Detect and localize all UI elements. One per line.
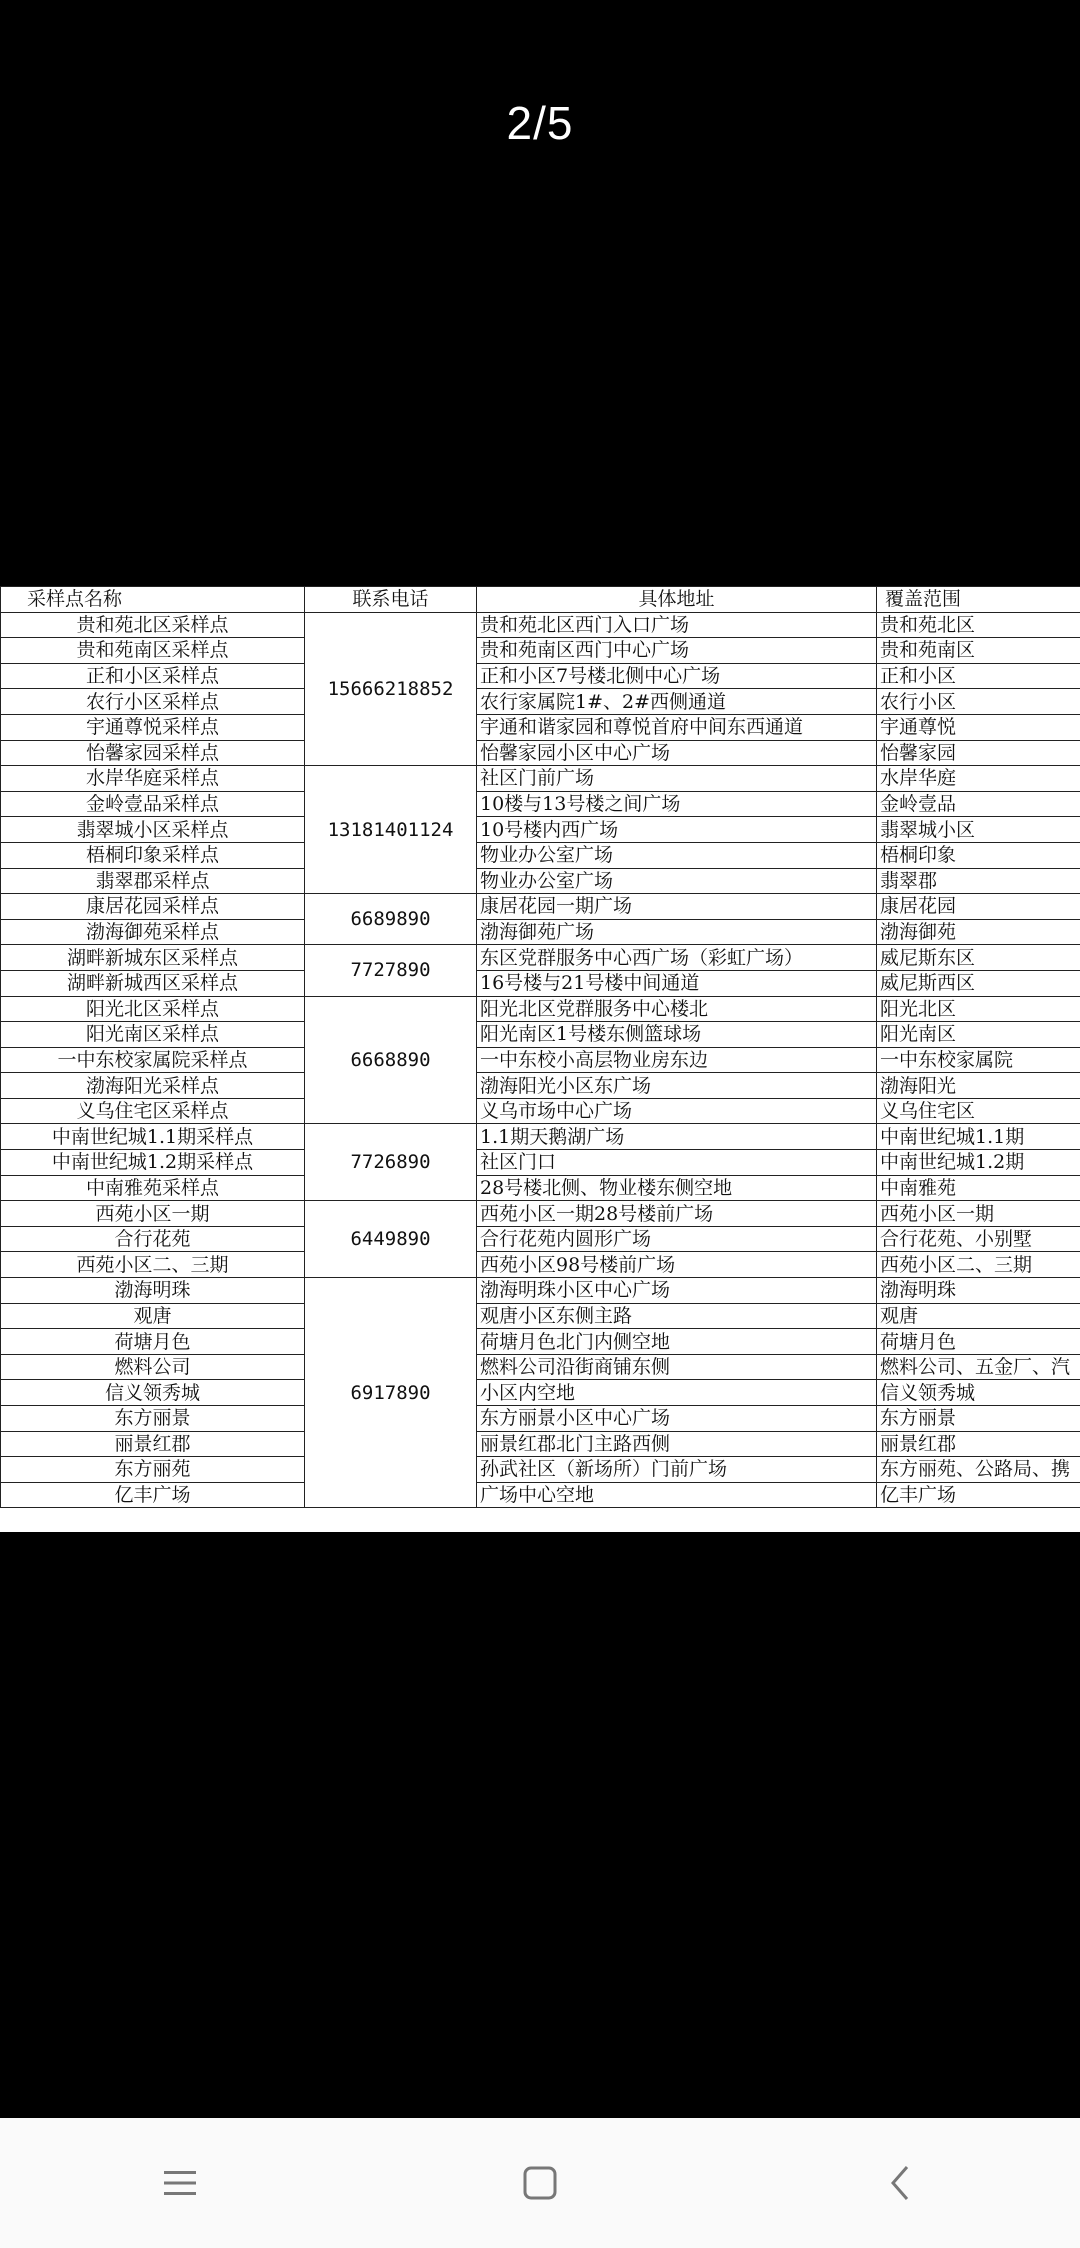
site-name-cell: 渤海明珠 bbox=[1, 1278, 305, 1304]
table-body bbox=[1, 612, 1080, 1508]
address-cell: 孙武社区（新场所）门前广场 bbox=[477, 1457, 877, 1483]
coverage-cell: 金岭壹品 bbox=[877, 791, 1080, 817]
site-name-cell: 阳光北区采样点 bbox=[1, 996, 305, 1022]
table-row bbox=[1, 1201, 1080, 1227]
address-cell: 丽景红郡北门主路西侧 bbox=[477, 1431, 877, 1457]
coverage-cell: 中南世纪城1.1期 bbox=[877, 1124, 1080, 1150]
address-cell: 一中东校小高层物业房东边 bbox=[477, 1047, 877, 1073]
coverage-cell: 义乌住宅区 bbox=[877, 1098, 1080, 1124]
address-cell: 康居花园一期广场 bbox=[477, 894, 877, 920]
address-cell: 东方丽景小区中心广场 bbox=[477, 1406, 877, 1432]
coverage-cell: 渤海阳光 bbox=[877, 1073, 1080, 1099]
coverage-cell: 康居花园 bbox=[877, 894, 1080, 920]
site-name-cell: 宇通尊悦采样点 bbox=[1, 714, 305, 740]
phone-cell: 7727890 bbox=[305, 945, 477, 996]
coverage-cell: 宇通尊悦 bbox=[877, 714, 1080, 740]
address-cell: 怡馨家园小区中心广场 bbox=[477, 740, 877, 766]
address-cell: 广场中心空地 bbox=[477, 1482, 877, 1508]
header-phone: 联系电话 bbox=[305, 587, 477, 613]
coverage-cell: 翡翠郡 bbox=[877, 868, 1080, 894]
table-row bbox=[1, 945, 1080, 971]
address-cell: 社区门口 bbox=[477, 1150, 877, 1176]
table-row bbox=[1, 1303, 1080, 1329]
site-name-cell: 农行小区采样点 bbox=[1, 689, 305, 715]
table-row bbox=[1, 714, 1080, 740]
site-name-cell: 渤海阳光采样点 bbox=[1, 1073, 305, 1099]
table-row bbox=[1, 1073, 1080, 1099]
table-row bbox=[1, 842, 1080, 868]
address-cell: 渤海阳光小区东广场 bbox=[477, 1073, 877, 1099]
coverage-cell: 亿丰广场 bbox=[877, 1482, 1080, 1508]
table-row bbox=[1, 919, 1080, 945]
back-chevron-icon bbox=[885, 2163, 915, 2203]
address-cell: 贵和苑北区西门入口广场 bbox=[477, 612, 877, 638]
address-cell: 东区党群服务中心西广场（彩虹广场） bbox=[477, 945, 877, 971]
coverage-cell: 西苑小区二、三期 bbox=[877, 1252, 1080, 1278]
coverage-cell: 西苑小区一期 bbox=[877, 1201, 1080, 1227]
site-name-cell: 中南雅苑采样点 bbox=[1, 1175, 305, 1201]
table-row bbox=[1, 1406, 1080, 1432]
site-name-cell: 一中东校家属院采样点 bbox=[1, 1047, 305, 1073]
coverage-cell: 信义领秀城 bbox=[877, 1380, 1080, 1406]
table-row bbox=[1, 663, 1080, 689]
site-name-cell: 燃料公司 bbox=[1, 1354, 305, 1380]
table-row bbox=[1, 1047, 1080, 1073]
phone-cell: 15666218852 bbox=[305, 612, 477, 766]
table-row bbox=[1, 612, 1080, 638]
site-name-cell: 阳光南区采样点 bbox=[1, 1022, 305, 1048]
address-cell: 合行花苑内圆形广场 bbox=[477, 1226, 877, 1252]
site-name-cell: 湖畔新城东区采样点 bbox=[1, 945, 305, 971]
coverage-cell: 东方丽景 bbox=[877, 1406, 1080, 1432]
site-name-cell: 水岸华庭采样点 bbox=[1, 766, 305, 792]
site-name-cell: 贵和苑北区采样点 bbox=[1, 612, 305, 638]
coverage-cell: 威尼斯东区 bbox=[877, 945, 1080, 971]
table-row bbox=[1, 1124, 1080, 1150]
site-name-cell: 梧桐印象采样点 bbox=[1, 842, 305, 868]
back-button[interactable] bbox=[860, 2143, 940, 2223]
address-cell: 宇通和谐家园和尊悦首府中间东西通道 bbox=[477, 714, 877, 740]
spreadsheet-image[interactable] bbox=[0, 586, 1080, 1532]
phone-cell: 6449890 bbox=[305, 1201, 477, 1278]
address-cell: 渤海御苑广场 bbox=[477, 919, 877, 945]
home-button[interactable] bbox=[500, 2143, 580, 2223]
address-cell: 正和小区7号楼北侧中心广场 bbox=[477, 663, 877, 689]
coverage-cell: 梧桐印象 bbox=[877, 842, 1080, 868]
table-row bbox=[1, 1329, 1080, 1355]
menu-button[interactable] bbox=[140, 2143, 220, 2223]
coverage-cell: 渤海明珠 bbox=[877, 1278, 1080, 1304]
address-cell: 10号楼内西广场 bbox=[477, 817, 877, 843]
table-row bbox=[1, 1150, 1080, 1176]
table-row bbox=[1, 1278, 1080, 1304]
phone-cell: 6917890 bbox=[305, 1278, 477, 1508]
address-cell: 西苑小区一期28号楼前广场 bbox=[477, 1201, 877, 1227]
site-name-cell: 丽景红郡 bbox=[1, 1431, 305, 1457]
coverage-cell: 观唐 bbox=[877, 1303, 1080, 1329]
address-cell: 义乌市场中心广场 bbox=[477, 1098, 877, 1124]
coverage-cell: 农行小区 bbox=[877, 689, 1080, 715]
phone-cell: 6668890 bbox=[305, 996, 477, 1124]
site-name-cell: 东方丽景 bbox=[1, 1406, 305, 1432]
address-cell: 28号楼北侧、物业楼东侧空地 bbox=[477, 1175, 877, 1201]
system-navigation-bar bbox=[0, 2118, 1080, 2248]
table-row bbox=[1, 1098, 1080, 1124]
site-name-cell: 中南世纪城1.2期采样点 bbox=[1, 1150, 305, 1176]
phone-cell: 7726890 bbox=[305, 1124, 477, 1201]
menu-icon bbox=[162, 2168, 198, 2198]
table-row bbox=[1, 1252, 1080, 1278]
coverage-cell: 阳光北区 bbox=[877, 996, 1080, 1022]
table-row bbox=[1, 1175, 1080, 1201]
coverage-cell: 合行花苑、小别墅 bbox=[877, 1226, 1080, 1252]
table-row bbox=[1, 791, 1080, 817]
site-name-cell: 正和小区采样点 bbox=[1, 663, 305, 689]
coverage-cell: 荷塘月色 bbox=[877, 1329, 1080, 1355]
table-row bbox=[1, 1457, 1080, 1483]
site-name-cell: 湖畔新城西区采样点 bbox=[1, 970, 305, 996]
address-cell: 渤海明珠小区中心广场 bbox=[477, 1278, 877, 1304]
site-name-cell: 中南世纪城1.1期采样点 bbox=[1, 1124, 305, 1150]
site-name-cell: 西苑小区一期 bbox=[1, 1201, 305, 1227]
address-cell: 社区门前广场 bbox=[477, 766, 877, 792]
coverage-cell: 燃料公司、五金厂、汽 bbox=[877, 1354, 1080, 1380]
address-cell: 荷塘月色北门内侧空地 bbox=[477, 1329, 877, 1355]
coverage-cell: 翡翠城小区 bbox=[877, 817, 1080, 843]
site-name-cell: 荷塘月色 bbox=[1, 1329, 305, 1355]
coverage-cell: 中南世纪城1.2期 bbox=[877, 1150, 1080, 1176]
header-address: 具体地址 bbox=[477, 587, 877, 613]
coverage-cell: 中南雅苑 bbox=[877, 1175, 1080, 1201]
table-row bbox=[1, 817, 1080, 843]
coverage-cell: 贵和苑北区 bbox=[877, 612, 1080, 638]
table-row bbox=[1, 1354, 1080, 1380]
table-header-row bbox=[1, 587, 1080, 613]
header-site-name: 采样点名称 bbox=[1, 587, 305, 613]
table-row bbox=[1, 996, 1080, 1022]
address-cell: 阳光南区1号楼东侧篮球场 bbox=[477, 1022, 877, 1048]
coverage-cell: 怡馨家园 bbox=[877, 740, 1080, 766]
coverage-cell: 威尼斯西区 bbox=[877, 970, 1080, 996]
table-row bbox=[1, 1380, 1080, 1406]
site-name-cell: 怡馨家园采样点 bbox=[1, 740, 305, 766]
address-cell: 16号楼与21号楼中间通道 bbox=[477, 970, 877, 996]
table-row bbox=[1, 1482, 1080, 1508]
sampling-points-table bbox=[0, 586, 1080, 1508]
site-name-cell: 渤海御苑采样点 bbox=[1, 919, 305, 945]
coverage-cell: 水岸华庭 bbox=[877, 766, 1080, 792]
site-name-cell: 观唐 bbox=[1, 1303, 305, 1329]
coverage-cell: 一中东校家属院 bbox=[877, 1047, 1080, 1073]
table-row bbox=[1, 894, 1080, 920]
coverage-cell: 东方丽苑、公路局、携 bbox=[877, 1457, 1080, 1483]
square-home-icon bbox=[522, 2165, 558, 2201]
site-name-cell: 翡翠郡采样点 bbox=[1, 868, 305, 894]
address-cell: 阳光北区党群服务中心楼北 bbox=[477, 996, 877, 1022]
site-name-cell: 翡翠城小区采样点 bbox=[1, 817, 305, 843]
site-name-cell: 西苑小区二、三期 bbox=[1, 1252, 305, 1278]
site-name-cell: 合行花苑 bbox=[1, 1226, 305, 1252]
coverage-cell: 贵和苑南区 bbox=[877, 638, 1080, 664]
site-name-cell: 贵和苑南区采样点 bbox=[1, 638, 305, 664]
address-cell: 1.1期天鹅湖广场 bbox=[477, 1124, 877, 1150]
site-name-cell: 金岭壹品采样点 bbox=[1, 791, 305, 817]
table-row bbox=[1, 1226, 1080, 1252]
address-cell: 贵和苑南区西门中心广场 bbox=[477, 638, 877, 664]
address-cell: 观唐小区东侧主路 bbox=[477, 1303, 877, 1329]
coverage-cell: 渤海御苑 bbox=[877, 919, 1080, 945]
header-coverage: 覆盖范围 bbox=[877, 587, 1080, 613]
phone-cell: 6689890 bbox=[305, 894, 477, 945]
site-name-cell: 康居花园采样点 bbox=[1, 894, 305, 920]
page-counter: 2/5 bbox=[506, 97, 574, 149]
table-row bbox=[1, 1431, 1080, 1457]
site-name-cell: 义乌住宅区采样点 bbox=[1, 1098, 305, 1124]
address-cell: 物业办公室广场 bbox=[477, 842, 877, 868]
site-name-cell: 东方丽苑 bbox=[1, 1457, 305, 1483]
site-name-cell: 信义领秀城 bbox=[1, 1380, 305, 1406]
address-cell: 燃料公司沿街商铺东侧 bbox=[477, 1354, 877, 1380]
address-cell: 物业办公室广场 bbox=[477, 868, 877, 894]
address-cell: 西苑小区98号楼前广场 bbox=[477, 1252, 877, 1278]
address-cell: 小区内空地 bbox=[477, 1380, 877, 1406]
phone-cell: 13181401124 bbox=[305, 766, 477, 894]
site-name-cell: 亿丰广场 bbox=[1, 1482, 305, 1508]
coverage-cell: 阳光南区 bbox=[877, 1022, 1080, 1048]
table-row bbox=[1, 638, 1080, 664]
table-row bbox=[1, 766, 1080, 792]
table-row bbox=[1, 1022, 1080, 1048]
table-row bbox=[1, 868, 1080, 894]
coverage-cell: 丽景红郡 bbox=[877, 1431, 1080, 1457]
table-row bbox=[1, 740, 1080, 766]
table-row bbox=[1, 970, 1080, 996]
table-row bbox=[1, 689, 1080, 715]
coverage-cell: 正和小区 bbox=[877, 663, 1080, 689]
address-cell: 农行家属院1#、2#西侧通道 bbox=[477, 689, 877, 715]
address-cell: 10楼与13号楼之间广场 bbox=[477, 791, 877, 817]
